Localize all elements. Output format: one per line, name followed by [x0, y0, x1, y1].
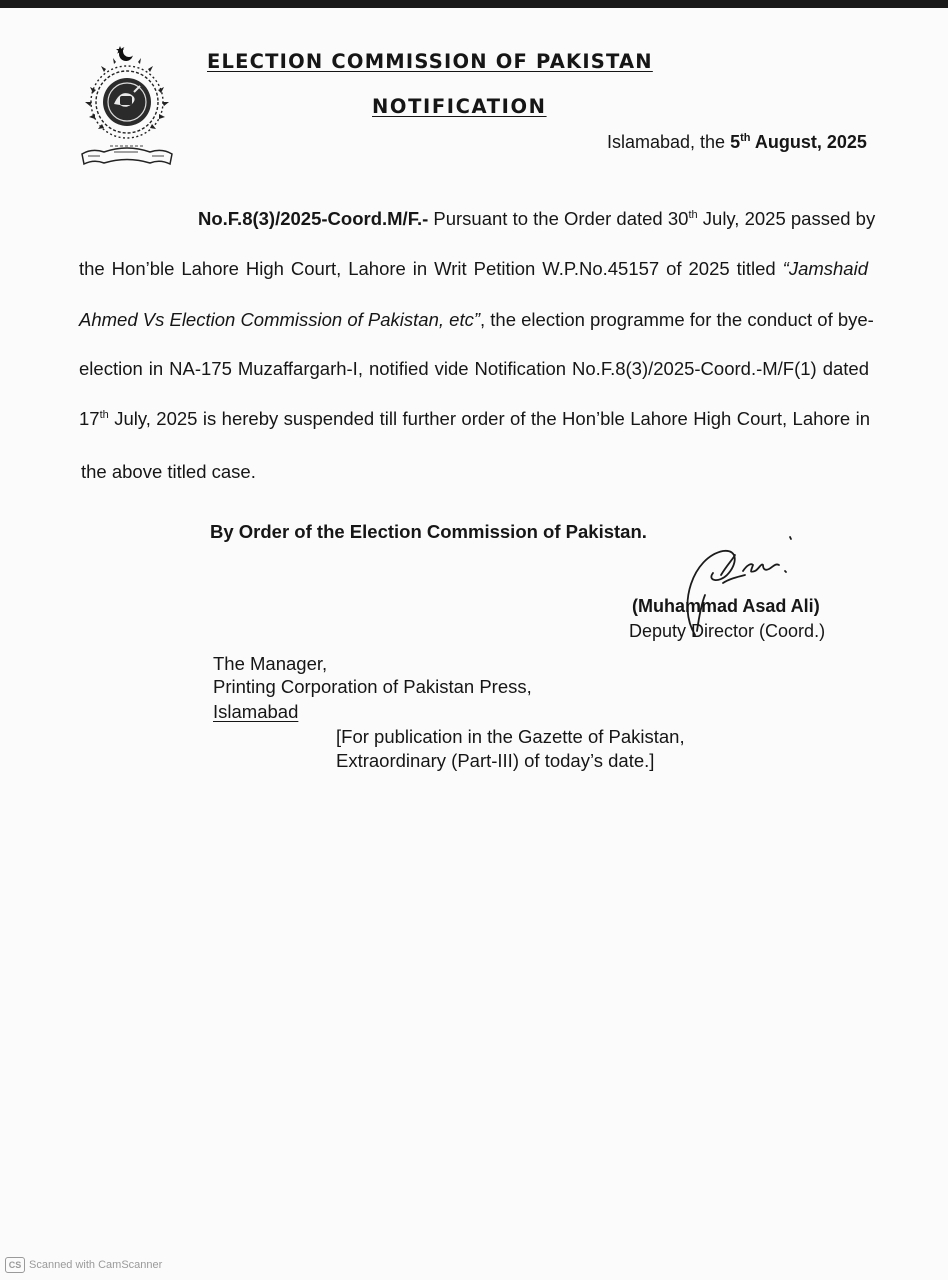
- scanner-watermark: [5, 1257, 162, 1273]
- organization-heading: ELECTION COMMISSION OF PAKISTAN: [207, 50, 653, 73]
- ecp-emblem: [74, 42, 180, 182]
- by-order-line: By Order of the Election Commission of Pakistan.: [210, 521, 647, 542]
- notification-heading: NOTIFICATION: [372, 95, 547, 118]
- case-title-cont: Ahmed Vs Election Commission of Pakistan, etc”: [79, 309, 480, 330]
- publication-note-line-2: Extraordinary (Part-III) of today’s date.]: [336, 750, 655, 771]
- addressee-line-1: The Manager,: [213, 653, 328, 674]
- signatory-designation: Deputy Director (Coord.): [629, 621, 826, 641]
- dateline-date: 5th August, 2025: [730, 132, 867, 152]
- signatory-name: (Muhammad Asad Ali): [632, 596, 820, 616]
- body-line-6: the above titled case.: [81, 461, 256, 482]
- notification-number: No.F.8(3)/2025-Coord.M/F.-: [198, 208, 429, 229]
- body-line-3: Ahmed Vs Election Commission of Pakistan, etc”, the election programme for the conduct of bye-: [79, 309, 874, 330]
- case-title: “Jamshaid: [782, 258, 868, 279]
- scan-top-edge: [0, 0, 948, 8]
- addressee-line-2: Printing Corporation of Pakistan Press,: [213, 676, 532, 697]
- body-line-4: election in NA-175 Muzaffargarh-I, notified vide Notification No.F.8(3)/2025-Coord.-M/F(1) dated: [79, 358, 869, 379]
- body-line-2: the Hon’ble Lahore High Court, Lahore in Writ Petition W.P.No.45157 of 2025 titled “Jamshaid: [79, 258, 868, 279]
- body-line-1: No.F.8(3)/2025-Coord.M/F.- Pursuant to the Order dated 30th July, 2025 passed by: [198, 208, 876, 229]
- scanner-watermark-text: Scanned with CamScanner: [29, 1259, 163, 1271]
- dateline-place: Islamabad, the: [607, 132, 726, 152]
- addressee-line-3: Islamabad: [213, 701, 299, 722]
- body-line-5: 17th July, 2025 is hereby suspended till further order of the Hon’ble Lahore High Court, Lahore in: [79, 408, 870, 429]
- camscanner-logo-icon: CS: [5, 1257, 25, 1273]
- dateline: [607, 132, 867, 153]
- publication-note-line-1: [For publication in the Gazette of Pakistan,: [336, 726, 685, 747]
